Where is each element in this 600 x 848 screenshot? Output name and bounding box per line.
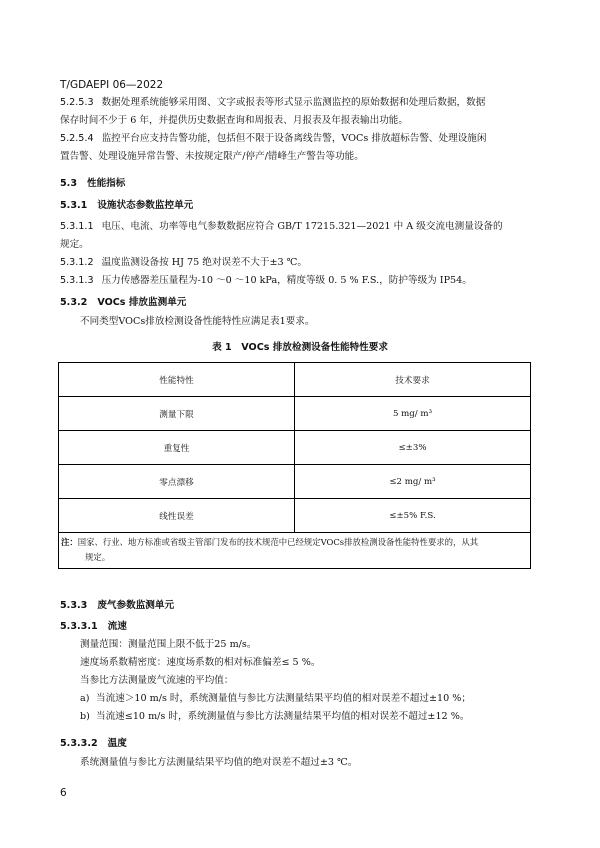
section-5-3-3-1-heading bbox=[60, 618, 127, 632]
clause-number: 5.3.1.3 bbox=[60, 275, 94, 286]
section-title: 废气参数监测单元 bbox=[97, 600, 175, 611]
section-title: 流速 bbox=[107, 621, 127, 632]
list-text: 当流速＞10 m/s 时，系统测量值与参比方法测量结果平均值的相对误差不超过±10 %； bbox=[96, 693, 471, 704]
section-number: 5.3 bbox=[60, 178, 77, 189]
clause-text: 保存时间不少于 6 年，并提供历史数据查询和周报表、月报表及年报表输出功能。 bbox=[60, 115, 408, 126]
clause-number: 5.2.5.4 bbox=[60, 133, 94, 144]
table-cell: 重复性 bbox=[59, 431, 295, 465]
header-cell: 技术要求 bbox=[295, 363, 531, 397]
section-number: 5.3.1 bbox=[60, 200, 88, 211]
note-text: 国家、行业、地方标准或省级主管部门发布的技术规范中已经规定VOCs排放检测设备性能特性要求的，从其 bbox=[77, 537, 479, 547]
clause-text: 电压、电流、功率等电气参数数据应符合 GB/T 17215.321—2021 中 A 级交流电测量设备的 bbox=[101, 221, 503, 232]
section-5-3-3-heading bbox=[60, 597, 174, 611]
section-number: 5.3.3 bbox=[60, 600, 88, 611]
table-row bbox=[59, 499, 531, 533]
table-row bbox=[59, 465, 531, 499]
list-item bbox=[80, 708, 471, 726]
table-cell: 线性误差 bbox=[59, 499, 295, 533]
list-flow-velocity bbox=[80, 690, 471, 726]
table-cell: 测量下限 bbox=[59, 397, 295, 431]
table-cell: ≤2 mg/ m³ bbox=[295, 465, 531, 499]
section-5-3-heading bbox=[60, 175, 125, 189]
clause-number: 5.3.1.2 bbox=[60, 257, 94, 268]
list-text: 当流速≤10 m/s 时，系统测量值与参比方法测量结果平均值的相对误差不超过±12 %。 bbox=[96, 711, 470, 722]
clause-text: 监控平台应支持告警功能，包括但不限于设备离线告警，VOCs 排放超标告警、处理设施闲 bbox=[101, 133, 487, 144]
list-item bbox=[80, 690, 471, 708]
text-line: 测量范围：测量范围上限不低于25 m/s。 bbox=[80, 639, 257, 650]
table-cell: ≤±5% F.S. bbox=[295, 499, 531, 533]
table-row bbox=[59, 431, 531, 465]
paragraph-5-3-1-1 bbox=[60, 218, 503, 254]
table-note-row bbox=[59, 533, 531, 569]
paragraph-temperature: 系统测量值与参比方法测量结果平均值的绝对误差不超过±3 ℃。 bbox=[80, 757, 358, 768]
note-text: 规定。 bbox=[85, 552, 111, 562]
section-title: 温度 bbox=[107, 738, 127, 749]
table-row bbox=[59, 397, 531, 431]
clause-text: 置告警、处理设施异常告警、未按规定限产/停产/错峰生产警告等功能。 bbox=[60, 151, 364, 162]
section-title: 设施状态参数监控单元 bbox=[97, 200, 194, 211]
table-header-row bbox=[59, 363, 531, 397]
page-number: 6 bbox=[60, 787, 67, 799]
section-number: 5.3.3.2 bbox=[60, 738, 98, 749]
section-number: 5.3.2 bbox=[60, 297, 88, 308]
clause-text: 数据处理系统能够采用图、文字或报表等形式显示监测监控的原始数据和处理后数据，数据 bbox=[101, 97, 486, 108]
header-cell: 性能特性 bbox=[59, 363, 295, 397]
section-title: VOCs 排放监测单元 bbox=[97, 297, 187, 308]
section-number: 5.3.3.1 bbox=[60, 621, 98, 632]
document-id: T/GDAEPI 06—2022 bbox=[60, 79, 164, 91]
clause-text: 温度监测设备按 HJ 75 绝对误差不大于±3 ℃。 bbox=[101, 257, 307, 268]
clause-number: 5.3.1.1 bbox=[60, 221, 94, 232]
section-5-3-1-heading bbox=[60, 197, 193, 211]
section-5-3-3-2-heading bbox=[60, 735, 127, 749]
paragraph-5-3-1-2 bbox=[60, 254, 307, 272]
paragraph-flow-velocity bbox=[80, 636, 320, 690]
list-label: b) bbox=[80, 711, 90, 722]
text-line: 速度场系数精密度：速度场系数的相对标准偏差≤ 5 %。 bbox=[80, 657, 321, 668]
section-title: 性能指标 bbox=[87, 178, 126, 189]
table-cell: 零点漂移 bbox=[59, 465, 295, 499]
table-note bbox=[59, 533, 531, 569]
paragraph-5-2-5-3 bbox=[60, 94, 485, 130]
note-label: 注： bbox=[61, 537, 78, 547]
clause-number: 5.2.5.3 bbox=[60, 97, 94, 108]
section-5-3-2-heading bbox=[60, 294, 186, 308]
paragraph-5-2-5-4 bbox=[60, 130, 486, 166]
text-line: 当参比方法测量废气流速的平均值： bbox=[80, 675, 234, 686]
table-intro-text: 不同类型VOCs排放检测设备性能特性应满足表1要求。 bbox=[80, 316, 315, 327]
performance-table bbox=[58, 362, 531, 569]
list-label: a) bbox=[80, 693, 90, 704]
clause-text: 规定。 bbox=[60, 239, 89, 250]
table-caption: 表 1 VOCs 排放检测设备性能特性要求 bbox=[212, 342, 388, 353]
table-cell: 5 mg/ m³ bbox=[295, 397, 531, 431]
paragraph-5-3-1-3 bbox=[60, 272, 472, 290]
table-cell: ≤±3% bbox=[295, 431, 531, 465]
clause-text: 压力传感器差压量程为-10 ～0 ～10 kPa，精度等级 0. 5 % F.S.，防护等级为 IP54。 bbox=[101, 275, 472, 286]
